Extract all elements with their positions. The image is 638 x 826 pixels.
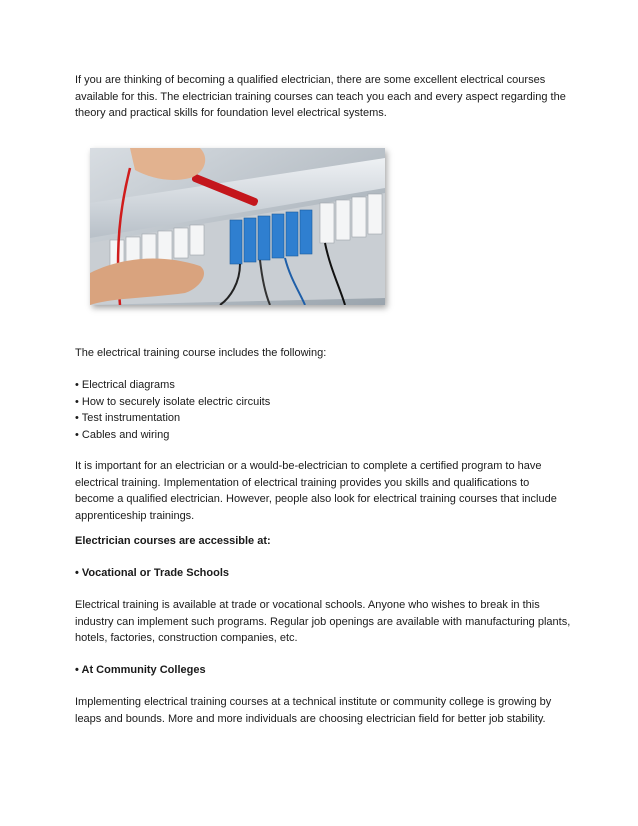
list-item: • Test instrumentation <box>75 412 181 425</box>
fuse-board-illustration <box>90 148 385 305</box>
includes-list <box>75 377 270 443</box>
includes-heading: The electrical training course includes the following: <box>75 347 327 359</box>
intro-paragraph: If you are thinking of becoming a qualified electrician, there are some excellent electrical courses available for this. The electrician training courses can teach you each and every aspect regarding the theory and practical skills for foundation level electrical systems. <box>75 74 566 120</box>
section-body-trade-schools: Electrical training is available at trade or vocational schools. Anyone who wishes to break in this industry can implement such programs. Regular job openings are available with manufacturing plants, hotels, factories, construction companies, etc. <box>75 599 571 645</box>
electrician-photo <box>90 148 385 305</box>
list-item: • How to securely isolate electric circuits <box>75 395 271 408</box>
certified-paragraph: It is important for an electrician or a would-be-electrician to complete a certified program to have electrical training. Implementation of electrical training provides you skills and qualifications to become a qualified electrician. However, people also look for electrical training courses that include apprenticeship trainings. <box>75 460 557 522</box>
list-item: • Electrical diagrams <box>75 379 175 391</box>
section-heading-community-colleges: • At Community Colleges <box>75 664 206 676</box>
section-heading-trade-schools: • Vocational or Trade Schools <box>75 567 230 579</box>
accessible-heading: Electrician courses are accessible at: <box>75 535 271 547</box>
list-item: • Cables and wiring <box>75 428 170 441</box>
section-body-community-colleges: Implementing electrical training courses at a technical institute or community college is growing by leaps and bounds. More and more individuals are choosing electrician field for better job stability. <box>75 696 552 725</box>
